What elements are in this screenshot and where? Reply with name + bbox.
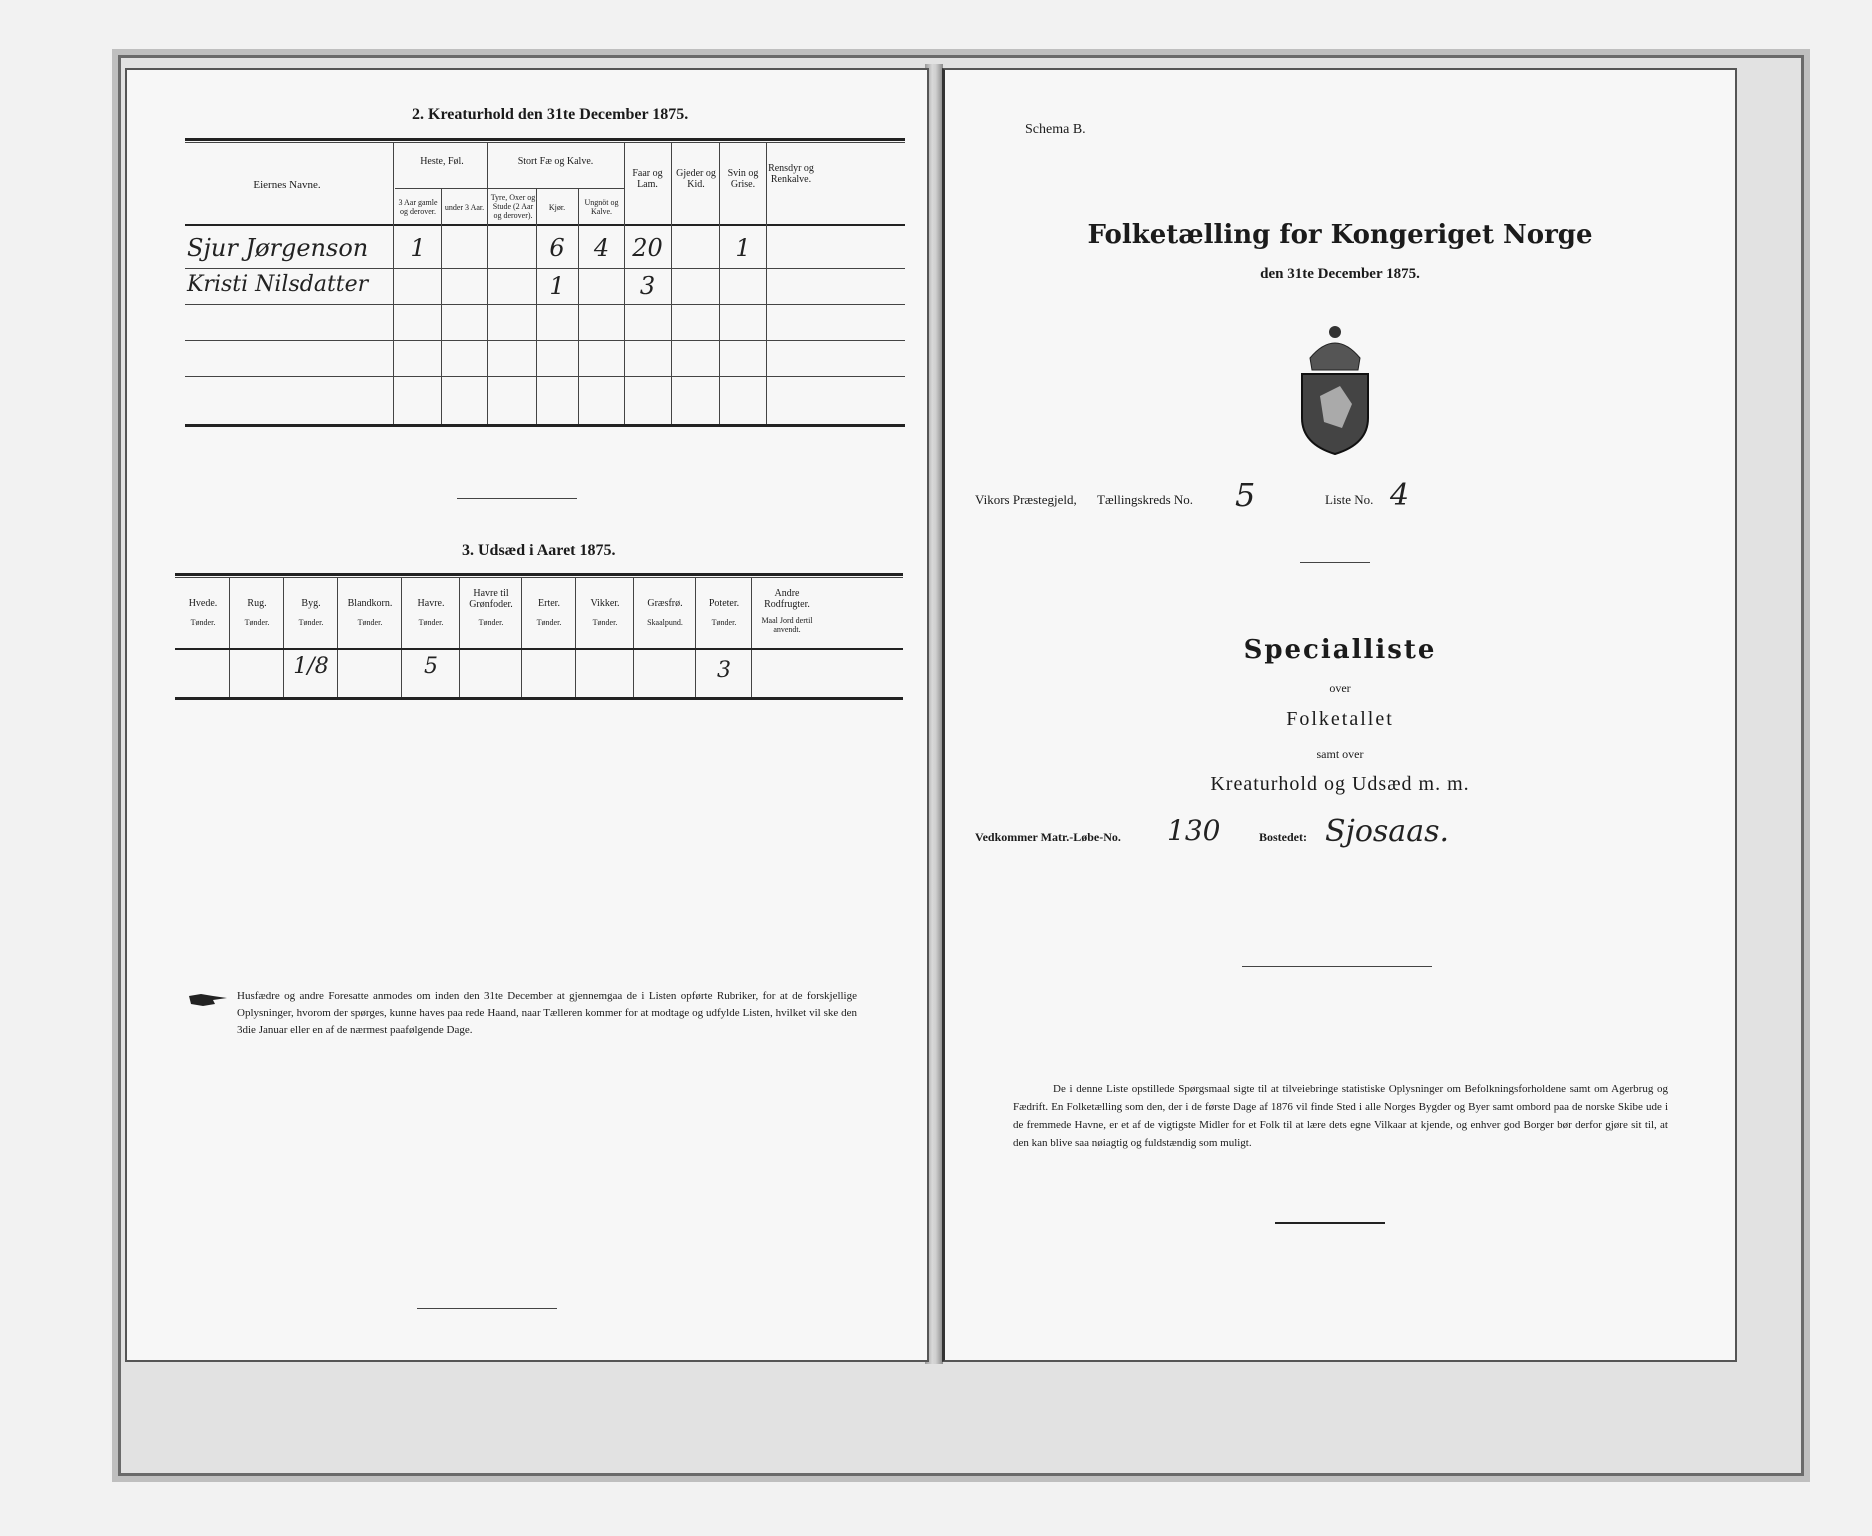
sowing-col-name: Vikker. xyxy=(590,598,620,609)
owner-header: Eiernes Navne. xyxy=(253,179,321,191)
sowing-col-unit: Tønder. xyxy=(190,618,216,627)
sowing-col-unit: Tønder. xyxy=(592,618,618,627)
list-label: Liste No. xyxy=(1325,492,1374,507)
bosted-value: Sjosaas. xyxy=(1325,814,1450,849)
bottom-rule xyxy=(417,1308,557,1309)
sowing-col-unit: Tønder. xyxy=(711,618,737,627)
sowing-value: 1/8 xyxy=(293,654,329,679)
sowing-col-name: Rug. xyxy=(247,598,267,609)
sowing-col-name: Poteter. xyxy=(708,598,740,609)
livestock-title: 2. Kreaturhold den 31te December 1875. xyxy=(412,106,689,123)
sowing-value: 3 xyxy=(717,658,731,683)
group-header-horses: Heste, Føl. xyxy=(420,156,464,167)
sowing-col-unit: Tønder. xyxy=(357,618,383,627)
sowing-col-name: Andre Rodfrugter. xyxy=(764,588,810,610)
col-header: 3 Aar gamle og derover. xyxy=(398,198,438,216)
col-header: Ungnöt og Kalve. xyxy=(584,198,619,216)
district-label: Tællingskreds No. xyxy=(1097,492,1194,507)
sowing-col-name: Erter. xyxy=(538,598,560,609)
pointing-hand-icon xyxy=(187,990,229,1012)
document-subtitle: den 31te December 1875. xyxy=(1260,266,1420,282)
owner-name: Kristi Nilsdatter xyxy=(187,272,369,297)
sowing-title: 3. Udsæd i Aaret 1875. xyxy=(462,542,616,559)
sowing-col-unit: Tønder. xyxy=(244,618,270,627)
sowing-col-name: Byg. xyxy=(301,598,321,609)
col-header: Faar og Lam. xyxy=(632,168,663,190)
over-line: over xyxy=(1329,681,1351,695)
separator-rule xyxy=(457,498,577,499)
left-page xyxy=(125,68,929,1362)
col-header: Svin og Grise. xyxy=(727,168,759,190)
value-cell: 1 xyxy=(549,272,565,300)
sowing-col-name: Græsfrø. xyxy=(647,598,683,609)
value-cell: 1 xyxy=(410,234,426,262)
district-value: 5 xyxy=(1235,476,1256,514)
sowing-col-unit: Skaalpund. xyxy=(647,618,683,627)
matr-label: Vedkommer Matr.-Løbe-No. xyxy=(975,830,1121,844)
bottom-rule xyxy=(1275,1222,1385,1224)
sowing-col-name: Hvede. xyxy=(188,598,218,609)
sowing-col-unit: Tønder. xyxy=(478,618,504,627)
sowing-col-unit: Tønder. xyxy=(298,618,324,627)
sowing-col-name: Havre til Grønfoder. xyxy=(469,588,513,610)
sowing-col-unit: Tønder. xyxy=(418,618,444,627)
col-header: Tyre, Oxer og Stude (2 Aar og derover). xyxy=(490,193,536,220)
info-paragraph: De i denne Liste opstillede Spørgsmaal sigte til at tilveiebringe statistiske Oplysninger om Befolkningsforholdene samt om Agerbrug og Fædrift. En Folketælling som den, der i de første Dage af 1876 vil finde Sted i alle Norges Bygder og Byer samt ombord paa de norske Skibe ude i de fremmede Havne, er et af de vigtigste Midler for et Folk til at lære dets egne Vilkaar at kjende, og enhver god Borger bør derfor gjøre sit til, at den kan blive saa nøiagtig og fuldstændig som muligt. xyxy=(1013,1083,1668,1149)
bosted-label: Bostedet: xyxy=(1259,830,1307,844)
sowing-col-unit: Maal Jord dertil anvendt. xyxy=(761,616,813,634)
sowing-col-name: Havre. xyxy=(417,598,445,609)
specialliste-heading: Specialliste xyxy=(1243,635,1437,665)
parish-label: Vikors Præstegjeld, xyxy=(975,492,1077,507)
folketallet-line: Folketallet xyxy=(1286,708,1394,730)
group-header-cattle: Stort Fæ og Kalve. xyxy=(517,156,594,167)
table-top-rule xyxy=(185,138,905,141)
col-header: Rensdyr og Renkalve. xyxy=(768,163,814,185)
notice-text: Husfædre og andre Foresatte anmodes om inden den 31te December at gjennemgaa de i Listen opførte Rubriker, for at de forskjellige Oplysninger, hvorom der spørges, kunne haves paa rede Haand, naar Tælleren kommer for at modtage og udfylde Listen, hvilket vil ske den 3die Januar eller en af de nærmest paafølgende Dage. xyxy=(237,990,857,1036)
kreaturhold-line: Kreaturhold og Udsæd m. m. xyxy=(1210,773,1470,795)
header-bottom-rule xyxy=(185,224,905,226)
table-bottom-rule xyxy=(185,424,905,427)
sowing-value: 5 xyxy=(424,654,438,679)
owner-name: Sjur Jørgenson xyxy=(187,234,369,262)
document-title: Folketælling for Kongeriget Norge xyxy=(1087,220,1593,250)
col-header: Gjeder og Kid. xyxy=(676,168,716,190)
value-cell: 20 xyxy=(632,234,663,262)
right-page xyxy=(942,68,1737,1362)
value-cell: 1 xyxy=(735,234,751,262)
col-header: Kjør. xyxy=(548,203,566,212)
col-header: under 3 Aar. xyxy=(444,203,485,212)
sowing-col-name: Blandkorn. xyxy=(347,598,393,609)
sowing-col-unit: Tønder. xyxy=(536,618,562,627)
list-value: 4 xyxy=(1390,478,1410,513)
coat-of-arms-icon xyxy=(1280,318,1390,458)
samt-over-line: samt over xyxy=(1316,747,1364,761)
value-cell: 3 xyxy=(639,272,656,300)
value-cell: 6 xyxy=(549,234,565,262)
schema-label: Schema B. xyxy=(1025,122,1086,137)
matr-value: 130 xyxy=(1167,814,1221,847)
value-cell: 4 xyxy=(593,234,610,262)
